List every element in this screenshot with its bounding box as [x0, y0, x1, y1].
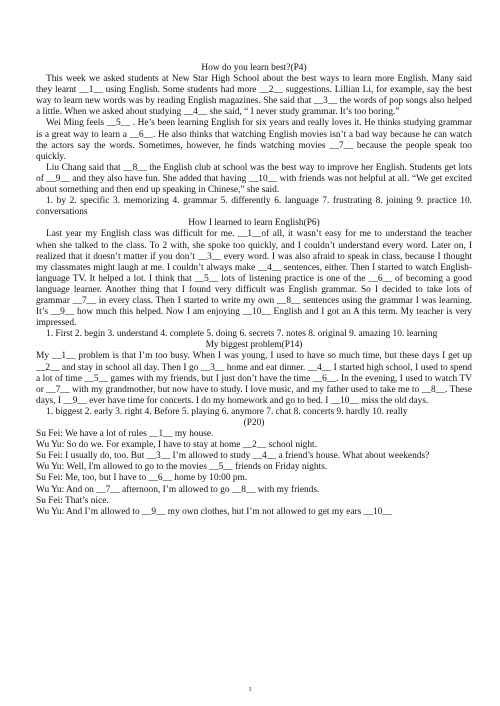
paragraph: My __1__ problem is that I’m too busy. When I was young, I used to have so much time, but these days I get up __2__ and stay in school all day. Then I go __3__ home and eat dinner. __4__ I started high school, I used to spend a lot of time __5__ games with my friends, but I just don’t have the time __6__. In the evening, I used to watch TV or __7__ with my grandmother, but now have to study. I love music, and my father used to take me to __8__. These days, I __9__ ever have time for concerts. I do my homework and go to bed. I __10__ miss the old days. [36, 351, 472, 406]
section-title: My biggest problem(P14) [205, 340, 303, 351]
paragraph: Liu Chang said that __8__ the English club at school was the best way to improve her English. Students get lots of __9__ and they also have fun. She added that having __10__ with friends was not helpful at all. “We get excited about something and then end up speaking in Chinese,” she said. [36, 162, 472, 196]
document-content [36, 63, 472, 518]
dialogue-line: Su Fei: We have a lot of rules __1__ my house. [36, 429, 214, 440]
dialogue-line: Wu Yu: Well, I'm allowed to go to the movies __5__ friends on Friday nights. [36, 462, 328, 473]
answer-key: 1. biggest 2. early 3. right 4. Before 5. playing 6. anymore 7. chat 8. concerts 9. hardly 10. really [46, 406, 408, 417]
dialogue-line: Wu Yu: And on __7__ afternoon, I’m allowed to go __8__ with my friends. [36, 484, 320, 495]
answer-key: 1. by 2. specific 3. memorizing 4. grammar 5. differently 6. language 7. frustrating 8. joining 9. practice 10. conversations [36, 196, 472, 218]
paragraph: Wei Ming feels __5__ . He’s been learning English for six years and really loves it. He thinks studying grammar is a great way to learn a __6__. He also thinks that watching English movies isn’t a bad way because he can watch the actors say the words. Sometimes, however, he finds watching movies __7__ because the people speak too quickly. [36, 118, 472, 162]
answer-key: 1. First 2. begin 3. understand 4. complete 5. doing 6. secrets 7. notes 8. original 9. amazing 10. learning [46, 329, 438, 340]
section-p20 [36, 418, 472, 518]
section-title: How do you learn best?(P4) [201, 63, 307, 73]
section-title: How I learned to learn English(P6) [188, 218, 320, 229]
section-p14 [36, 340, 472, 418]
dialogue-line: Wu Yu: And I’m allowed to __9__ my own clothes, but I’m not allowed to get my ears __10__ [36, 506, 392, 517]
dialogue-line: Su Fei: I usually do, too. But __3__ I’m allowed to study __4__ a friend’s house. What about weekends? [36, 451, 430, 462]
section-p4 [36, 63, 472, 218]
paragraph: This week we asked students at New Star High School about the best ways to learn more English. Many said they learnt __1__ using English. Some students had more __2__ suggestions. Lillian Li, for example, say the best way to learn new words was by reading English magazines. She said that __3__ the words of pop songs also helped a little. When we asked about studying __4__ she said, “ I never study grammar. It’s too boring.” [36, 74, 472, 118]
section-p6 [36, 218, 472, 340]
dialogue-line: Su Fei: That’s nice. [36, 495, 109, 506]
dialogue-line: Wu Yu: So do we. For example, I have to stay at home __2__ school night. [36, 440, 317, 451]
page-number: 1 [248, 686, 252, 693]
dialogue-line: Su Fei: Me, too, but I have to __6__ home by 10:00 pm. [36, 473, 248, 484]
section-title: (P20) [243, 418, 265, 428]
paragraph: Last year my English class was difficult for me. __1__of all, it wasn’t easy for me to understand the teacher when she talked to the class. To 2 with, she spoke too quickly, and I couldn’t understand every word. Later on, I realized that it doesn’t matter if you don’t __3__ every word. I was also afraid to speak in class, because I thought my classmates might laugh at me. I couldn’t always make __4__ sentences, either. Then I started to watch English-language TV. It helped a lot. I think that __5__ lots of listening practice is one of the __6__ of becoming a good language learner. Another thing that I found very difficult was English grammar. So I decided to take lots of grammar __7__ in every class. Then I started to write my own __8__ sentences using the grammar I was learning. It’s __9__ how much this helped. Now I am enjoying __10__ English and I got an A this term. My teacher is very impressed. [36, 229, 472, 329]
